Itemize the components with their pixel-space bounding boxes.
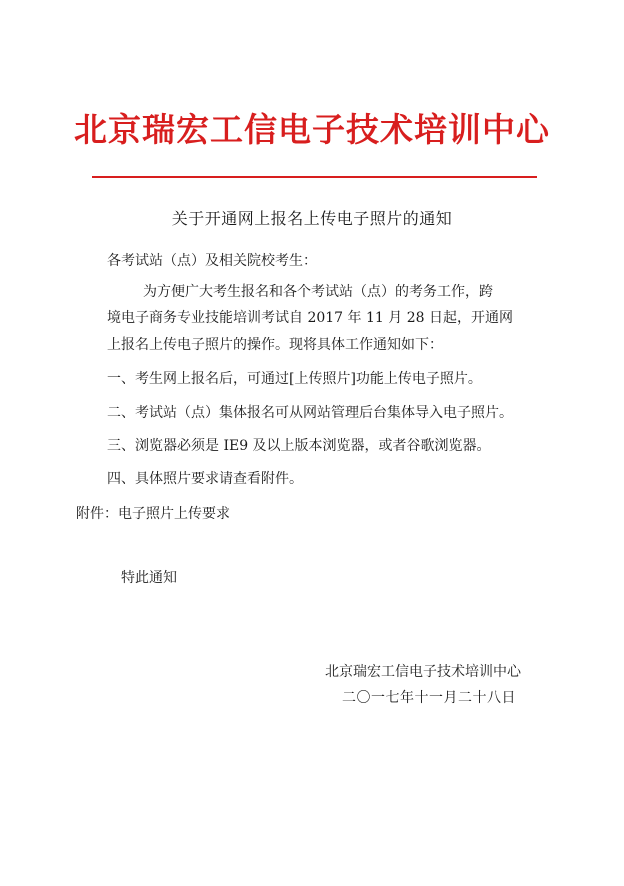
letterhead-title: 北京瑞宏工信电子技术培训中心 xyxy=(74,110,550,149)
notice-item-3: 三、浏览器必须是 IE9 及以上版本浏览器，或者谷歌浏览器。 xyxy=(107,438,491,454)
notice-title: 关于开通网上报名上传电子照片的通知 xyxy=(171,209,453,228)
salutation: 各考试站（点）及相关院校考生： xyxy=(107,253,317,269)
notice-item-2: 二、考试站（点）集体报名可从网站管理后台集体导入电子照片。 xyxy=(107,405,513,421)
notice-item-1: 一、考生网上报名后，可通过[上传照片]功能上传电子照片。 xyxy=(107,371,482,387)
notice-item-4: 四、具体照片要求请查看附件。 xyxy=(107,471,303,487)
intro-line-1: 为方便广大考生报名和各个考试站（点）的考务工作，跨 xyxy=(143,284,493,300)
letterhead-divider xyxy=(92,176,537,178)
attachment-note: 附件：电子照片上传要求 xyxy=(76,506,230,522)
signature-date: 二〇一七年十一月二十八日 xyxy=(342,690,516,706)
intro-line-3: 上报名上传电子照片的操作。现将具体工作通知如下： xyxy=(107,337,443,353)
closing-remark: 特此通知 xyxy=(121,570,177,586)
signature-organization: 北京瑞宏工信电子技术培训中心 xyxy=(325,664,521,680)
intro-line-2: 境电子商务专业技能培训考试自 2017 年 11 月 28 日起，开通网 xyxy=(107,310,513,326)
